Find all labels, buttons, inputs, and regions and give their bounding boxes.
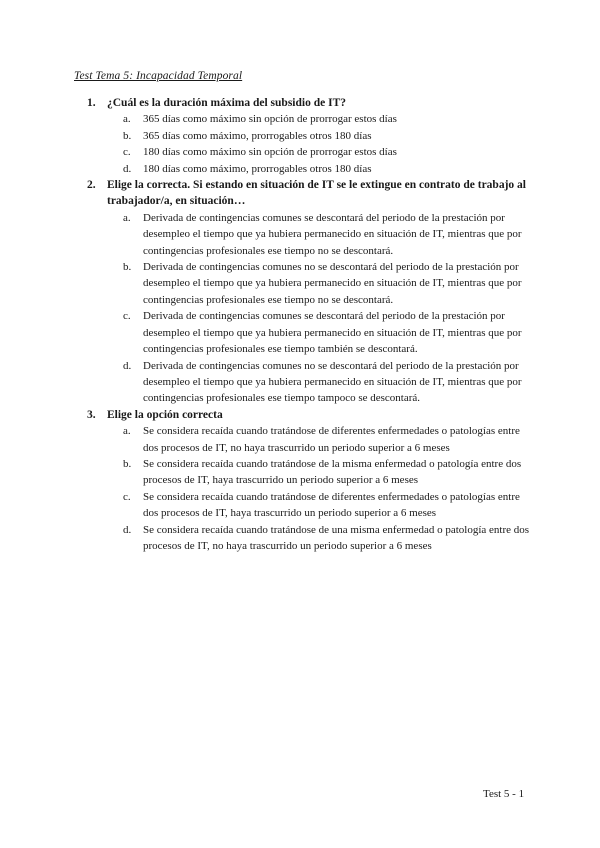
- option-text: Derivada de contingencias comunes no se descontará del periodo de la prestación por desempleo el tiempo que ya hubiera permanecido en situación de IT, mientras que por contingencias profesionales ese tiempo no se descontará.: [143, 261, 522, 306]
- option-letter: c.: [123, 146, 131, 159]
- option-letter: c.: [123, 310, 131, 323]
- option-c: [123, 144, 536, 160]
- option-letter: a.: [123, 113, 131, 126]
- question-number: 1.: [87, 97, 96, 109]
- question-list: [70, 95, 536, 554]
- option-list: [107, 111, 536, 177]
- option-text: Derivada de contingencias comunes se descontará del periodo de la prestación por desempleo el tiempo que ya hubiera permanecido en situación de IT, mientras que por contingencias profesionales ese tiempo no se descontará.: [143, 211, 522, 257]
- option-text: 365 días como máximo sin opción de prorrogar estos días: [143, 113, 397, 126]
- option-text: Se considera recaída cuando tratándose de diferentes enfermedades o patologías entre dos procesos de IT, no haya trascurrido un periodo superior a 6 meses: [143, 425, 520, 454]
- question-number: 2.: [87, 179, 96, 192]
- option-d: [123, 358, 536, 407]
- option-text: Se considera recaída cuando tratándose de diferentes enfermedades o patologías entre dos procesos de IT, haya trascurrido un periodo superior a 6 meses: [143, 490, 520, 520]
- question-2: [70, 177, 536, 407]
- option-c: [123, 308, 536, 357]
- option-letter: b.: [123, 129, 132, 142]
- option-letter: d.: [123, 523, 132, 536]
- option-letter: c.: [123, 490, 131, 503]
- question-text: Elige la opción correcta: [107, 408, 223, 421]
- option-letter: a.: [123, 425, 131, 438]
- option-letter: a.: [123, 211, 131, 224]
- page-title: Test Tema 5: Incapacidad Temporal: [74, 70, 243, 82]
- option-b: [123, 128, 536, 144]
- option-a: [123, 111, 536, 127]
- option-text: 365 días como máximo, prorrogables otros 180 días: [143, 129, 372, 142]
- option-d: [123, 522, 536, 555]
- question-number: 3.: [87, 408, 96, 421]
- option-a: [123, 423, 536, 456]
- option-list: [107, 210, 536, 407]
- option-text: Derivada de contingencias comunes no se descontará del periodo de la prestación por desempleo el tiempo que ya hubiera permanecido en situación de IT, mientras que por contingencias profesionales ese tiempo tampoco se descontará.: [143, 359, 522, 405]
- option-text: 180 días como máximo sin opción de prorrogar estos días: [143, 146, 397, 159]
- question-3: [70, 407, 536, 555]
- page-number: Test 5 - 1: [483, 788, 525, 800]
- question-text: Elige la correcta. Si estando en situación de IT se le extingue en contrato de trabajo al trabajador/a, en situación…: [107, 179, 526, 208]
- option-letter: d.: [123, 359, 132, 372]
- option-list: [107, 423, 536, 554]
- question-text: ¿Cuál es la duración máxima del subsidio de IT?: [107, 97, 346, 109]
- option-letter: b.: [123, 457, 132, 470]
- option-letter: b.: [123, 261, 132, 274]
- option-text: Derivada de contingencias comunes se descontará del periodo de la prestación por desempleo el tiempo que ya hubiera permanecido en situación de IT, mientras que por contingencias profesionales ese tiempo también se descontará.: [143, 310, 522, 356]
- option-b: [123, 259, 536, 308]
- option-a: [123, 210, 536, 259]
- option-letter: d.: [123, 162, 132, 175]
- option-c: [123, 489, 536, 522]
- question-1: [70, 95, 536, 177]
- option-text: Se considera recaída cuando tratándose de la misma enfermedad o patología entre dos procesos de IT, haya trascurrido un periodo superior a 6 meses: [143, 457, 522, 487]
- option-text: Se considera recaída cuando tratándose de una misma enfermedad o patología entre dos procesos de IT, no haya trascurrido un periodo superior a 6 meses: [143, 523, 530, 552]
- option-text: 180 días como máximo, prorrogables otros 180 días: [143, 162, 372, 175]
- option-d: [123, 161, 536, 177]
- option-b: [123, 456, 536, 489]
